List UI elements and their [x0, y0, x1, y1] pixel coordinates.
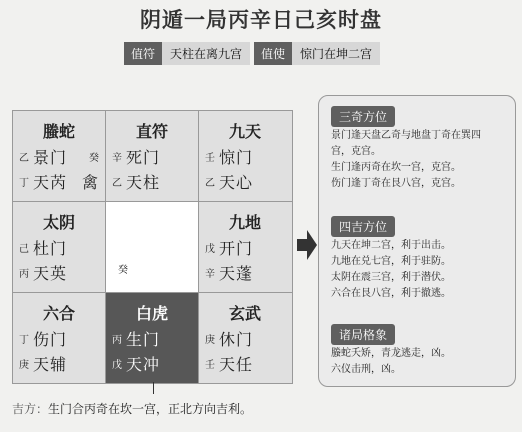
door: 死门: [126, 148, 161, 167]
duty-star-label: 值符: [124, 42, 162, 65]
section-patterns-title: 诸局格象: [331, 324, 395, 345]
palace-god: 玄武: [228, 304, 261, 323]
star: 天任: [219, 355, 254, 374]
door: 景门: [33, 148, 68, 167]
palace-god: 九地: [228, 213, 261, 232]
stem: 乙: [19, 153, 29, 164]
section-patterns-text: 螣蛇夭矫，青龙逃走，凶。 六仪击刑，凶。: [331, 348, 451, 375]
section-four-auspicious-title: 四吉方位: [331, 216, 395, 237]
chart-title: 阴遁一局丙辛日己亥时盘: [140, 8, 382, 32]
palace-god: 九天: [228, 122, 261, 141]
palace-center5: [106, 202, 198, 292]
duty-star-value: 天柱在离九宫: [162, 42, 250, 65]
palace-qian6: [199, 293, 292, 383]
palace-li9: [106, 111, 198, 201]
stem: 丁: [19, 178, 29, 189]
palace-grid: [12, 110, 293, 384]
duty-door-value: 惊门在坤二宫: [292, 42, 380, 65]
palace-zhen3: [13, 202, 105, 292]
stem: 丙: [112, 335, 122, 346]
stem: 丙: [19, 269, 29, 280]
door: 伤门: [33, 330, 68, 349]
star: 天辅: [33, 355, 68, 374]
stem: 庚: [19, 360, 29, 371]
stem: 丁: [19, 335, 29, 346]
section-three-wonders-text: 景门逢天盘乙奇与地盘丁奇在巽四 宫，克宫。 生门逢丙奇在坎一宫，克宫。 伤门逢丁奇在艮八宫，克宫。: [331, 130, 481, 189]
star: 天蓬: [219, 264, 254, 283]
stem: 戊: [112, 360, 122, 371]
palace-god: 直符: [135, 122, 168, 141]
door: 开门: [219, 239, 254, 258]
footer-note: [12, 400, 252, 417]
star: 天冲: [126, 355, 161, 374]
palace-god: 太阴: [42, 213, 75, 232]
palace-god: 六合: [42, 304, 75, 323]
duty-door-label: 值使: [254, 42, 292, 65]
stem-extra: 癸: [89, 153, 99, 164]
stem: 辛: [205, 269, 215, 280]
door: 休门: [219, 330, 254, 349]
star: 天芮: [33, 173, 68, 192]
analysis-panel: [318, 95, 516, 387]
door: 杜门: [33, 239, 68, 258]
section-three-wonders-title: 三奇方位: [331, 106, 395, 127]
star: 天心: [219, 173, 254, 192]
direction-marker: [153, 382, 154, 394]
star-extra: 禽: [81, 173, 99, 192]
stem: 壬: [205, 360, 215, 371]
right-arrow-icon: [297, 230, 317, 260]
duty-bar: [124, 42, 384, 65]
palace-dui7: [199, 202, 292, 292]
stem: 乙: [112, 178, 122, 189]
stem: 庚: [205, 335, 215, 346]
palace-god: 白虎: [135, 304, 168, 323]
door: 生门: [126, 330, 161, 349]
section-four-auspicious-text: 九天在坤二宫，利于出击。 九地在兑七宫，利于驻防。 太阴在震三宫，利于潜伏。 六合在艮八宫，利于撤逃。: [331, 240, 451, 299]
stem: 乙: [205, 178, 215, 189]
palace-god: 螣蛇: [42, 122, 75, 141]
stem: 己: [19, 244, 29, 255]
palace-gen8: [13, 293, 105, 383]
star: 天柱: [126, 173, 161, 192]
center-stem: 癸: [118, 265, 128, 276]
palace-kan1: [106, 293, 198, 383]
footer-text: 生门合丙奇在坎一宫，正北方向吉利。: [48, 402, 253, 416]
stem: 戊: [205, 244, 215, 255]
stem: 壬: [205, 153, 215, 164]
footer-label: 吉方：: [12, 402, 49, 416]
door: 惊门: [219, 148, 254, 167]
star: 天英: [33, 264, 68, 283]
stem: 辛: [112, 153, 122, 164]
palace-xun4: [13, 111, 105, 201]
palace-kun2: [199, 111, 292, 201]
